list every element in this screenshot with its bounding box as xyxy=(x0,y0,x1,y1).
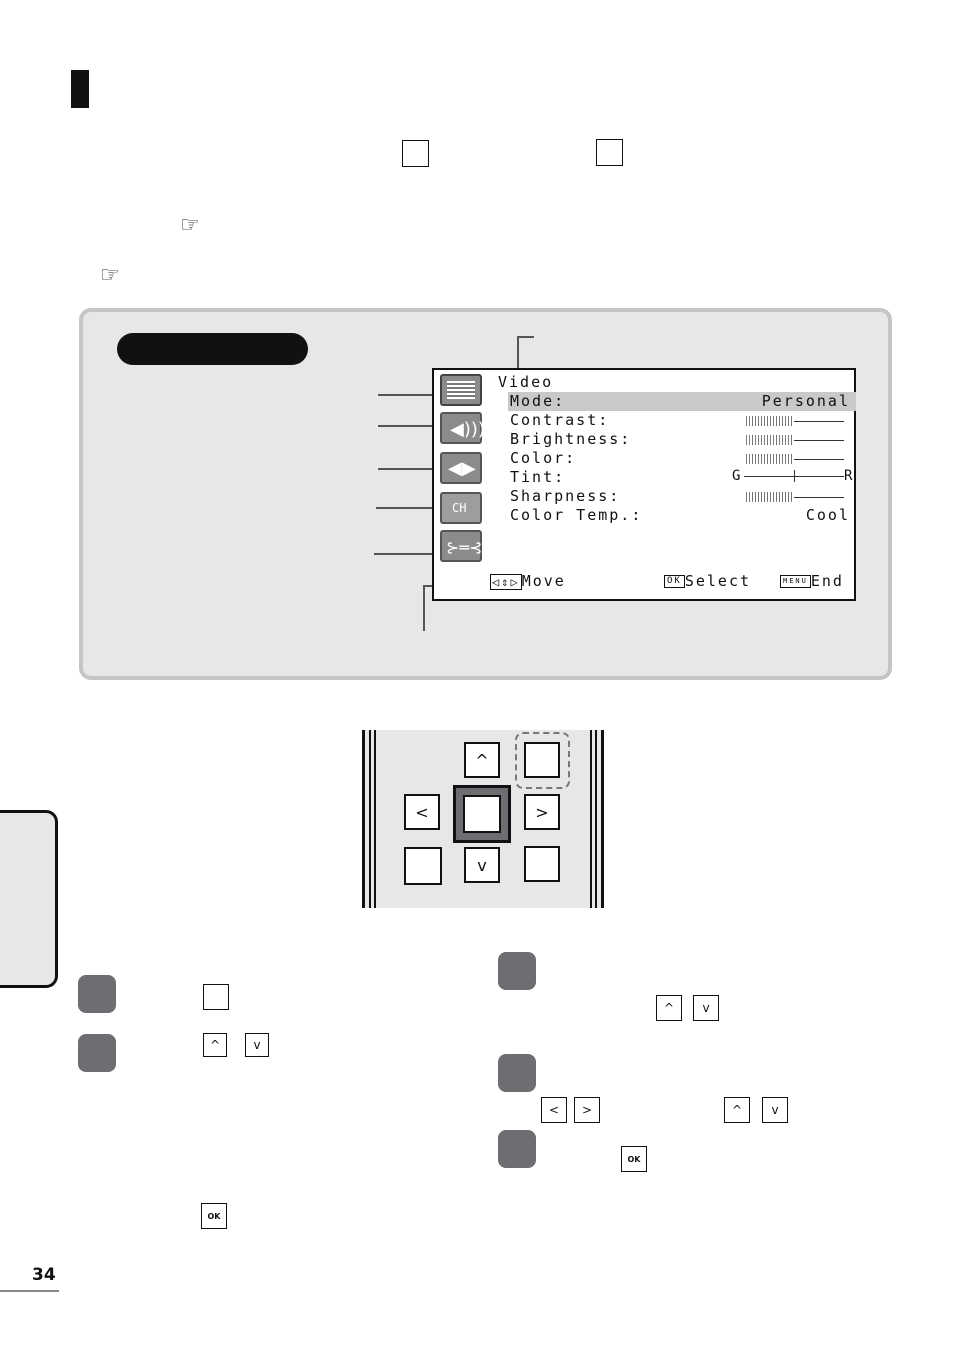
step3-down-key: v xyxy=(693,995,719,1021)
leader-line xyxy=(423,585,425,631)
remote-illustration xyxy=(362,730,604,908)
color-temp-label[interactable]: Color Temp.: xyxy=(510,506,643,524)
step5-ok-key: OK xyxy=(621,1146,647,1172)
step4-right-key: > xyxy=(574,1097,600,1123)
footer-select xyxy=(664,572,751,590)
sharpness-label[interactable]: Sharpness: xyxy=(510,487,621,505)
pointing-hand-icon: ☞ xyxy=(180,213,200,238)
leader-line xyxy=(378,425,440,427)
step4-up-key: ^ xyxy=(724,1097,750,1123)
section-marker xyxy=(71,70,89,108)
color-slider[interactable] xyxy=(746,454,846,464)
down-button[interactable]: v xyxy=(464,847,500,883)
step2-down-key: v xyxy=(245,1033,269,1057)
step-badge-4 xyxy=(498,1054,536,1092)
step-badge-3 xyxy=(498,952,536,990)
mode-label[interactable]: Mode: xyxy=(510,392,566,410)
menu-title: Video xyxy=(498,373,554,391)
contrast-slider[interactable] xyxy=(746,416,846,426)
menu-button[interactable] xyxy=(524,742,560,778)
left-button[interactable]: < xyxy=(404,794,440,830)
tint-label[interactable]: Tint: xyxy=(510,468,566,486)
tint-left-label: G xyxy=(732,468,741,484)
mode-value: Personal xyxy=(761,392,850,410)
leader-line xyxy=(378,394,440,396)
video-icon xyxy=(440,374,482,406)
color-temp-value: Cool xyxy=(805,506,850,524)
leader-line xyxy=(376,507,440,509)
picture-size-icon: ◀▶ xyxy=(440,452,482,484)
step-badge-5 xyxy=(498,1130,536,1168)
channel-icon xyxy=(440,492,482,524)
footer-end-label: End xyxy=(810,572,844,590)
color-label[interactable]: Color: xyxy=(510,449,577,467)
brightness-slider[interactable] xyxy=(746,435,846,445)
step3-up-key: ^ xyxy=(656,995,682,1021)
step2-up-key: ^ xyxy=(203,1033,227,1057)
tint-slider-marker xyxy=(794,470,795,482)
leader-line xyxy=(374,553,440,555)
step-badge-2 xyxy=(78,1034,116,1072)
contrast-label[interactable]: Contrast: xyxy=(510,411,610,429)
up-button[interactable]: ^ xyxy=(464,742,500,778)
channel-icon-text: CH xyxy=(452,501,467,515)
ok-button-frame xyxy=(453,785,511,843)
inline-key-box xyxy=(596,139,623,166)
step2-ok-key: OK xyxy=(201,1203,227,1229)
arrow-keys-icon: ◁⇕▷ xyxy=(492,575,520,589)
lower-left-button[interactable] xyxy=(404,847,442,885)
step-badge-1 xyxy=(78,975,116,1013)
inline-key-box xyxy=(402,140,429,167)
panel-title-pill xyxy=(117,333,308,365)
step1-key xyxy=(203,984,229,1010)
ok-key-icon: OK xyxy=(664,575,685,588)
footer-select-label: Select xyxy=(684,572,752,590)
brightness-label[interactable]: Brightness: xyxy=(510,430,632,448)
footer-move xyxy=(490,572,566,590)
osd-menu-screen xyxy=(432,368,856,601)
chapter-tab xyxy=(0,810,58,988)
lower-right-button[interactable] xyxy=(524,846,560,882)
footer-end xyxy=(780,572,844,590)
right-button[interactable]: > xyxy=(524,794,560,830)
leader-line xyxy=(378,468,440,470)
menu-key-icon: MENU xyxy=(780,575,811,588)
step4-left-key: < xyxy=(541,1097,567,1123)
page-number-underline xyxy=(0,1290,59,1292)
pointing-hand-icon: ☞ xyxy=(100,263,120,288)
sharpness-slider[interactable] xyxy=(746,492,846,502)
audio-icon: ◀))) xyxy=(440,412,482,444)
page-number: 34 xyxy=(32,1265,56,1285)
step4-down-key: v xyxy=(762,1097,788,1123)
setup-icon: ⊱═⊰ xyxy=(440,530,482,562)
tint-right-label: R xyxy=(844,468,853,484)
ok-button[interactable] xyxy=(463,795,501,833)
leader-line xyxy=(517,336,534,338)
footer-move-label: Move xyxy=(521,572,566,590)
